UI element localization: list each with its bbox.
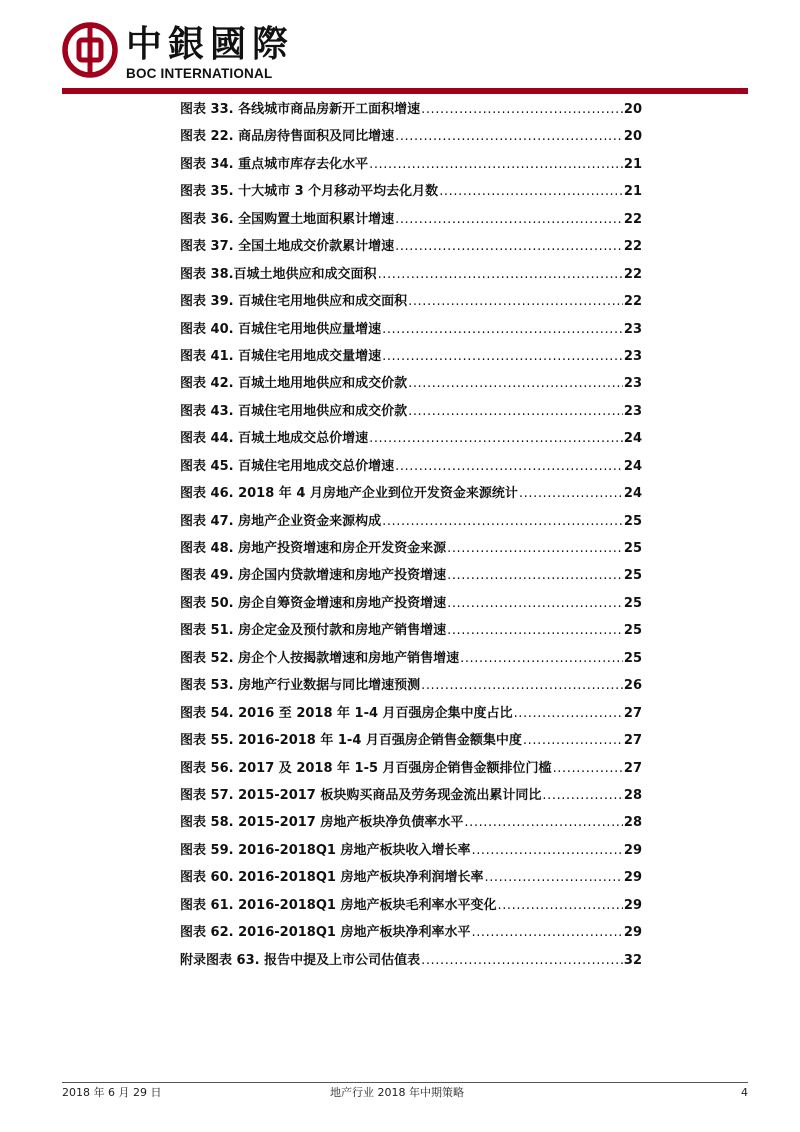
header-divider — [62, 88, 748, 94]
toc-entry[interactable] — [180, 919, 642, 946]
toc-dot-leader — [447, 562, 623, 589]
toc-dot-leader — [447, 617, 623, 644]
toc-entry[interactable] — [180, 617, 642, 644]
toc-entry-label: 图表 33. 各线城市商品房新开工面积增速 — [180, 102, 421, 117]
toc-entry-page: 25 — [623, 595, 642, 611]
toc-dot-leader — [369, 425, 623, 452]
toc-entry-label: 图表 52. 房企个人按揭款增速和房地产销售增速 — [180, 650, 460, 666]
toc-entry-page: 24 — [623, 431, 642, 447]
toc-entry-label: 图表 44. 百城土地成交总价增速 — [180, 431, 369, 447]
toc-dot-leader — [471, 837, 622, 864]
toc-entry-page: 29 — [623, 897, 642, 913]
toc-dot-leader — [395, 233, 623, 260]
toc-entry-page: 22 — [623, 294, 642, 310]
toc-entry-label: 图表 55. 2016-2018 年 1-4 月百强房企销售金额集中度 — [180, 733, 522, 749]
toc-entry[interactable] — [180, 947, 642, 974]
toc-entry-page: 24 — [623, 458, 642, 474]
toc-dot-leader — [471, 919, 622, 946]
toc-dot-leader — [395, 206, 623, 233]
toc-entry[interactable] — [180, 562, 642, 589]
toc-entry-label: 图表 34. 重点城市库存去化水平 — [180, 156, 369, 172]
toc-entry-label: 图表 38.百城土地供应和成交面积 — [180, 266, 377, 282]
toc-entry[interactable] — [180, 370, 642, 397]
toc-dot-leader — [460, 645, 623, 672]
toc-entry-page: 32 — [623, 952, 642, 968]
toc-entry-label: 图表 39. 百城住宅用地供应和成交面积 — [180, 294, 408, 310]
toc-entry[interactable] — [180, 316, 642, 343]
toc-dot-leader — [382, 343, 623, 370]
toc-entry-page: 21 — [623, 184, 642, 200]
toc-entry-label: 图表 61. 2016-2018Q1 房地产板块毛利率水平变化 — [180, 897, 497, 913]
toc-entry[interactable] — [180, 480, 642, 507]
toc-entry-page: 27 — [623, 705, 642, 721]
toc-entry-label: 图表 37. 全国土地成交价款累计增速 — [180, 239, 395, 255]
footer-report-title: 地产行业 2018 年中期策略 — [330, 1086, 464, 1099]
toc-dot-leader — [421, 96, 623, 123]
toc-entry-page: 24 — [623, 486, 642, 502]
footer-page-number: 4 — [741, 1086, 748, 1099]
toc-entry[interactable] — [180, 837, 642, 864]
toc-entry[interactable] — [180, 782, 642, 809]
toc-entry-page: 27 — [623, 733, 642, 749]
toc-entry[interactable] — [180, 96, 642, 123]
toc-entry[interactable] — [180, 535, 642, 562]
toc-entry-label: 图表 42. 百城土地用地供应和成交价款 — [180, 376, 408, 392]
toc-entry[interactable] — [180, 645, 642, 672]
toc-dot-leader — [408, 370, 623, 397]
toc-entry-page: 22 — [623, 211, 642, 227]
toc-entry[interactable] — [180, 453, 642, 480]
toc-entry-label: 图表 59. 2016-2018Q1 房地产板块收入增长率 — [180, 842, 471, 858]
toc-entry-page: 25 — [623, 568, 642, 584]
toc-entry-page: 20 — [623, 102, 642, 117]
toc-dot-leader — [464, 809, 623, 836]
toc-dot-leader — [382, 508, 623, 535]
toc-entry[interactable] — [180, 206, 642, 233]
toc-entry-page: 23 — [623, 376, 642, 392]
toc-entry[interactable] — [180, 151, 642, 178]
toc-entry-label: 图表 53. 房地产行业数据与同比增速预测 — [180, 678, 421, 694]
toc-entry-label: 图表 51. 房企定金及预付款和房地产销售增速 — [180, 623, 447, 639]
toc-dot-leader — [447, 535, 623, 562]
logo-chinese-name: 中銀國際 — [126, 23, 295, 65]
toc-entry[interactable] — [180, 233, 642, 260]
toc-entry[interactable] — [180, 508, 642, 535]
logo-english-name: BOC INTERNATIONAL — [126, 66, 273, 81]
toc-dot-leader — [382, 316, 623, 343]
toc-entry[interactable] — [180, 178, 642, 205]
toc-entry[interactable] — [180, 398, 642, 425]
toc-entry-label: 图表 22. 商品房待售面积及同比增速 — [180, 129, 395, 145]
toc-entry-label: 图表 36. 全国购置土地面积累计增速 — [180, 211, 395, 227]
toc-entry-label: 附录图表 63. 报告中提及上市公司估值表 — [180, 952, 421, 968]
toc-entry-page: 29 — [623, 925, 642, 941]
toc-entry[interactable] — [180, 288, 642, 315]
toc-dot-leader — [553, 755, 623, 782]
toc-entry-label: 图表 50. 房企自筹资金增速和房地产投资增速 — [180, 595, 447, 611]
toc-entry-page: 25 — [623, 513, 642, 529]
toc-entry-label: 图表 57. 2015-2017 板块购买商品及劳务现金流出累计同比 — [180, 787, 542, 803]
toc-dot-leader — [395, 453, 623, 480]
toc-entry[interactable] — [180, 727, 642, 754]
toc-entry-page: 23 — [623, 348, 642, 364]
toc-entry[interactable] — [180, 700, 642, 727]
toc-entry-label: 图表 46. 2018 年 4 月房地产企业到位开发资金来源统计 — [180, 486, 518, 502]
toc-dot-leader — [484, 864, 622, 891]
toc-entry-label: 图表 45. 百城住宅用地成交总价增速 — [180, 458, 395, 474]
toc-entry[interactable] — [180, 123, 642, 150]
toc-entry-label: 图表 40. 百城住宅用地供应量增速 — [180, 321, 382, 337]
toc-dot-leader — [447, 590, 623, 617]
toc-entry-page: 29 — [623, 842, 642, 858]
toc-dot-leader — [408, 288, 623, 315]
toc-entry-page: 21 — [623, 156, 642, 172]
toc-entry[interactable] — [180, 809, 642, 836]
toc-entry-page: 28 — [623, 815, 642, 831]
toc-entry-label: 图表 58. 2015-2017 房地产板块净负债率水平 — [180, 815, 464, 831]
toc-entry-page: 25 — [623, 541, 642, 556]
table-of-figures — [180, 96, 642, 974]
toc-entry[interactable] — [180, 755, 642, 782]
toc-entry-page: 27 — [623, 760, 642, 776]
toc-dot-leader — [497, 892, 622, 919]
toc-entry[interactable] — [180, 261, 642, 288]
toc-entry-page: 25 — [623, 650, 642, 666]
toc-entry-label: 图表 54. 2016 至 2018 年 1-4 月百强房企集中度占比 — [180, 705, 513, 721]
footer-date: 2018 年 6 月 29 日 — [62, 1086, 162, 1099]
toc-dot-leader — [519, 480, 623, 507]
toc-entry-label: 图表 43. 百城住宅用地供应和成交价款 — [180, 403, 408, 419]
toc-entry-page: 22 — [623, 239, 642, 255]
toc-entry-page: 23 — [623, 403, 642, 419]
toc-entry-page: 29 — [623, 870, 642, 886]
toc-entry-page: 20 — [623, 129, 642, 145]
toc-dot-leader — [542, 782, 623, 809]
toc-entry[interactable] — [180, 892, 642, 919]
toc-entry[interactable] — [180, 590, 642, 617]
toc-entry-label: 图表 60. 2016-2018Q1 房地产板块净利润增长率 — [180, 870, 484, 886]
toc-dot-leader — [421, 672, 623, 699]
toc-entry-label: 图表 48. 房地产投资增速和房企开发资金来源 — [180, 541, 447, 556]
toc-entry-page: 23 — [623, 321, 642, 337]
toc-entry[interactable] — [180, 672, 642, 699]
toc-entry-label: 图表 62. 2016-2018Q1 房地产板块净利率水平 — [180, 925, 471, 941]
toc-entry-label: 图表 47. 房地产企业资金来源构成 — [180, 513, 382, 529]
footer-divider — [62, 1082, 748, 1083]
toc-entry-label: 图表 56. 2017 及 2018 年 1-5 月百强房企销售金额排位门槛 — [180, 760, 552, 776]
toc-entry-page: 28 — [623, 787, 642, 803]
toc-entry[interactable] — [180, 425, 642, 452]
boc-logo-icon — [62, 22, 118, 78]
boc-international-logo — [62, 22, 295, 84]
toc-dot-leader — [421, 947, 623, 974]
toc-entry-page: 25 — [623, 623, 642, 639]
toc-entry-label: 图表 41. 百城住宅用地成交量增速 — [180, 348, 382, 364]
toc-dot-leader — [408, 398, 623, 425]
toc-dot-leader — [369, 151, 623, 178]
toc-dot-leader — [523, 727, 623, 754]
toc-entry-label: 图表 35. 十大城市 3 个月移动平均去化月数 — [180, 184, 439, 200]
toc-entry-page: 22 — [623, 266, 642, 282]
toc-entry-page: 26 — [623, 678, 642, 694]
toc-dot-leader — [395, 123, 623, 150]
toc-dot-leader — [378, 261, 623, 288]
toc-dot-leader — [514, 700, 623, 727]
toc-entry[interactable] — [180, 864, 642, 891]
toc-dot-leader — [439, 178, 623, 205]
toc-entry-label: 图表 49. 房企国内贷款增速和房地产投资增速 — [180, 568, 447, 584]
toc-entry[interactable] — [180, 343, 642, 370]
